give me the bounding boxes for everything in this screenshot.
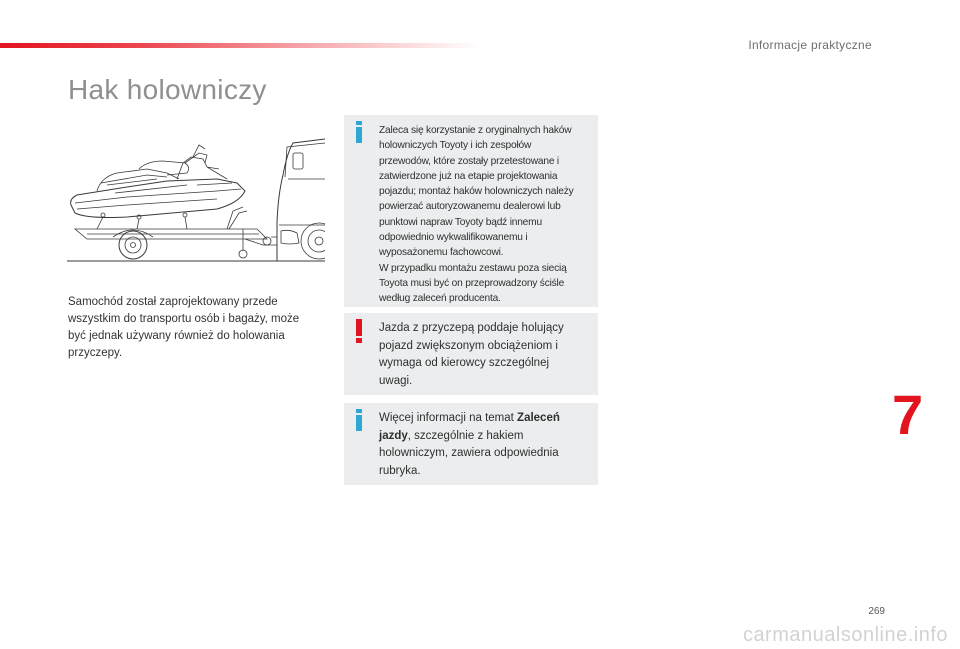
chapter-number: 7 [892, 383, 924, 446]
info-note-driving-tips [344, 403, 598, 485]
info-note-original-parts [344, 115, 598, 307]
watermark: carmanualsonline.info [742, 624, 948, 646]
section-title: Informacje praktyczne [748, 38, 872, 52]
info-note-text: Zaleca się korzystanie z oryginalnych haków holowniczych Toyoty i ich zespołów przewodów, które zostały przetestowane i zatwierdzone już na etapie projektowania pojazdu; montaż haków holowniczych należy powierzać autoryzowanemu dealerowi lub punktowi napraw Toyoty bądź innemu odpowiednio wykwalifikowanemu i wyposażonemu fachowcowi. W przypadku montażu zestawu poza siecią Toyota musi być on przeprowadzony ściśle według zaleceń producenta. [379, 125, 574, 305]
cross-reference-link[interactable]: Zaleceń jazdy [379, 412, 560, 442]
warning-note-towing [344, 313, 598, 395]
info-note-text: Więcej informacji na temat Zaleceń jazdy, szczególnie z hakiem holowniczym, zawiera odpowiednia rubryka. [379, 412, 560, 477]
intro-paragraph: Samochód został zaprojektowany przede wszystkim do transportu osób i bagaży, może być jednak używany również do holowania przyczepy. [68, 296, 300, 359]
info-icon [356, 121, 362, 143]
warning-note-text: Jazda z przyczepą poddaje holujący pojazd zwiększonym obciążeniom i wymaga od kierowcy szczególnej uwagi. [379, 322, 564, 387]
warning-icon [356, 319, 362, 343]
header-accent-bar [0, 43, 480, 48]
page-number: 269 [868, 606, 885, 617]
trailer-illustration [67, 133, 325, 265]
page-title: Hak holowniczy [68, 74, 267, 105]
info-icon [356, 409, 362, 431]
